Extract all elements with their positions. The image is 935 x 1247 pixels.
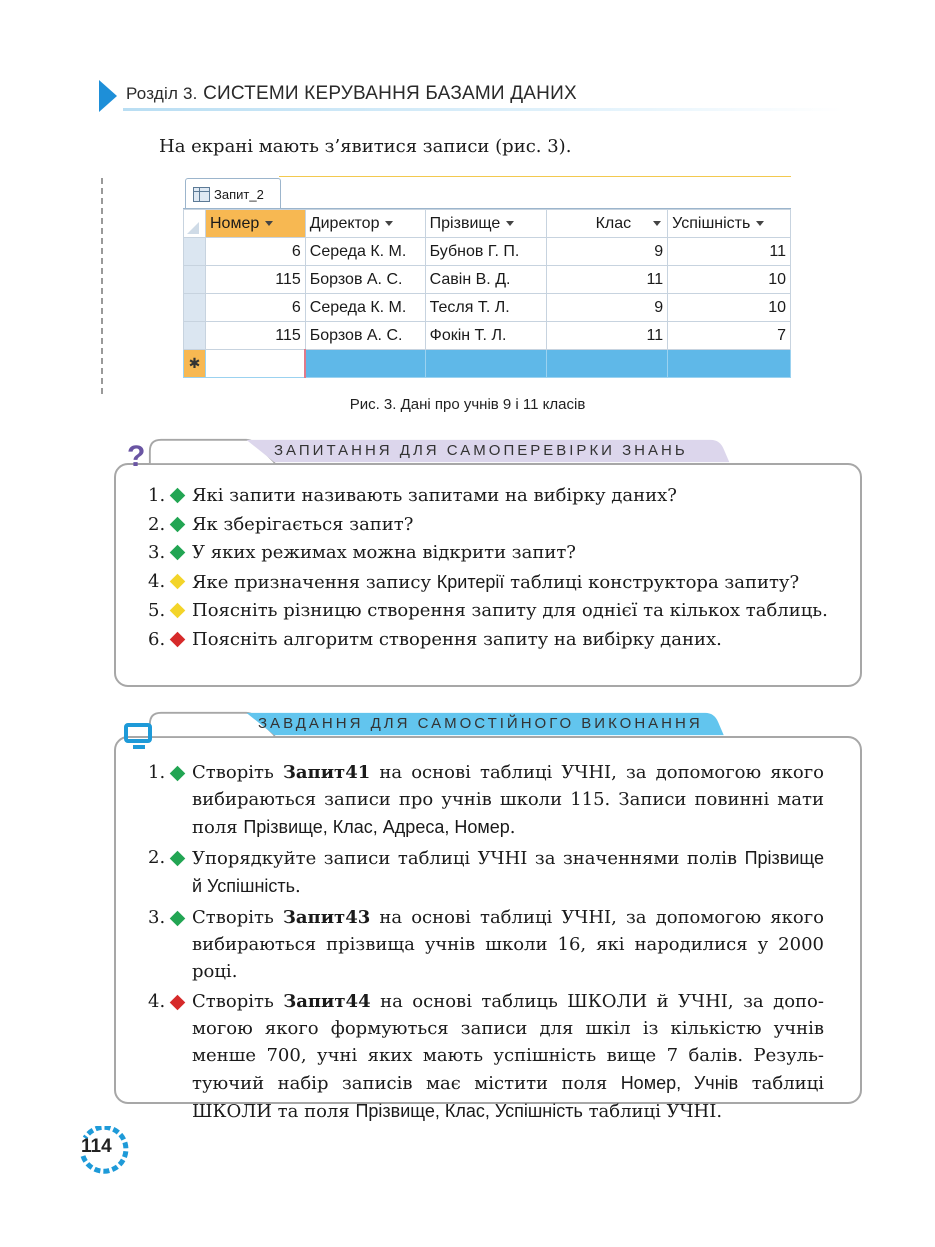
header-underline [123, 108, 843, 111]
green-diamond-icon [170, 911, 186, 927]
column-header-label: Директор [309, 214, 380, 232]
column-header-label: Клас [595, 214, 632, 232]
dropdown-arrow-icon[interactable] [385, 221, 393, 226]
question-mark-icon: ? [127, 440, 146, 473]
table-cell[interactable]: Савін В. Д. [425, 266, 547, 294]
column-header[interactable] [305, 210, 425, 238]
question-text: У яких режимах можна відкрити запит? [192, 542, 576, 564]
table-cell[interactable]: Тесля Т. Л. [425, 294, 547, 322]
task-item [148, 905, 824, 985]
question-text: Яке призначення запису [192, 571, 437, 593]
task-text: Створіть [192, 906, 283, 928]
chapter-title: СИСТЕМИ КЕРУВАННЯ БАЗАМИ ДАНИХ [203, 83, 577, 104]
table-row[interactable] [184, 294, 791, 322]
table-cell[interactable]: Фокін Т. Л. [425, 322, 547, 350]
table-row[interactable] [184, 322, 791, 350]
table-row[interactable] [184, 238, 791, 266]
dropdown-arrow-icon[interactable] [756, 221, 764, 226]
query-datasheet [183, 172, 791, 374]
questions-list [148, 482, 832, 655]
field-names: Номер, Учнів [620, 1072, 739, 1093]
table-cell[interactable]: Середа К. М. [305, 294, 425, 322]
row-selector[interactable] [184, 238, 206, 266]
chapter-header [126, 83, 577, 105]
item-number: 6. [148, 628, 166, 650]
column-header-label: Успішність [672, 214, 751, 232]
table-cell[interactable]: Борзов А. С. [305, 266, 425, 294]
task-text: на основі таблиць ШКОЛИ й УЧНІ, за допомогою якого формуються записи для шкіл із кількістю учнів менше 700, учні яких мають успішність вище 7 балів. Результуючий набір записів має містити поля [192, 991, 824, 1094]
task-text: на основі таблиці УЧНІ, за допомогою якого вибираються прізвища учнів школи 16, які народилися у 2000 році. [192, 906, 825, 982]
computer-monitor-icon [124, 723, 154, 751]
chapter-arrow-icon [99, 80, 117, 112]
item-number: 2. [148, 513, 166, 535]
column-header[interactable] [205, 210, 305, 238]
red-diamond-icon [170, 995, 186, 1011]
task-item [148, 845, 824, 901]
question-text: Поясніть алгоритм створення запиту на вибірку даних. [192, 628, 722, 650]
tasks-title: ЗАВДАННЯ ДЛЯ САМОСТІЙНОГО ВИКОНАННЯ [258, 715, 703, 732]
question-text: Як зберігається запит? [192, 513, 414, 535]
table-cell[interactable]: 11 [547, 322, 668, 350]
item-number: 3. [148, 906, 166, 928]
yellow-diamond-icon [170, 603, 186, 619]
column-header[interactable] [425, 210, 547, 238]
task-text: Створіть [192, 991, 284, 1013]
row-selector[interactable] [184, 322, 206, 350]
question-item [148, 597, 832, 626]
margin-dashed-line [101, 178, 103, 394]
table-cell[interactable]: Бубнов Г. П. [425, 238, 547, 266]
new-record-cell[interactable] [547, 350, 668, 378]
item-number: 5. [148, 600, 166, 622]
green-diamond-icon [170, 488, 186, 504]
new-record-cell[interactable] [305, 350, 425, 378]
header-row [184, 210, 791, 238]
table-cell[interactable]: 6 [205, 294, 305, 322]
green-diamond-icon [170, 851, 186, 867]
green-diamond-icon [170, 766, 186, 782]
question-item [148, 482, 832, 511]
item-number: 1. [148, 485, 166, 506]
questions-title: ЗАПИТАННЯ ДЛЯ САМОПЕРЕВІРКИ ЗНАНЬ [274, 442, 688, 459]
question-term: Критерії [436, 571, 505, 592]
dropdown-arrow-icon[interactable] [506, 221, 514, 226]
question-item [148, 568, 832, 598]
row-selector[interactable] [184, 294, 206, 322]
query-name: Запит43 [282, 906, 371, 928]
task-text: . [295, 876, 301, 898]
yellow-diamond-icon [170, 574, 186, 590]
chapter-prefix: Розділ 3. [126, 84, 198, 103]
task-text: . [509, 816, 516, 838]
dropdown-arrow-icon[interactable] [653, 221, 661, 226]
table-cell[interactable]: 115 [205, 322, 305, 350]
field-names: Прізвище, Клас, Адреса, Номер [243, 816, 510, 837]
table-cell[interactable]: Борзов А. С. [305, 322, 425, 350]
query-tab-label: Запит_2 [214, 187, 264, 202]
table-cell[interactable]: 11 [668, 238, 791, 266]
new-record-marker-icon: ✱ [184, 350, 206, 378]
question-item [148, 626, 832, 655]
item-number: 4. [148, 570, 166, 592]
column-header[interactable] [668, 210, 791, 238]
tab-strip-line [279, 176, 791, 177]
question-item [148, 539, 832, 568]
question-text: таблиці конструктора запиту? [504, 571, 800, 593]
new-record-row[interactable] [184, 350, 791, 378]
table-cell[interactable]: 10 [668, 294, 791, 322]
table-cell[interactable]: 9 [547, 294, 668, 322]
page-number: 114 [81, 1136, 112, 1157]
query-name: Запит44 [283, 991, 371, 1013]
column-header-label: Номер [209, 214, 260, 232]
item-number: 2. [148, 847, 166, 869]
column-header-label: Прізвище [429, 214, 501, 232]
green-diamond-icon [170, 545, 186, 561]
task-item [148, 989, 824, 1125]
table-icon [193, 187, 210, 202]
task-text: таблиці ШКОЛИ та поля [192, 1072, 824, 1122]
table-cell[interactable]: 9 [547, 238, 668, 266]
question-text: Які запити називають запитами на вибірку даних? [192, 485, 677, 506]
table-cell[interactable]: 10 [668, 266, 791, 294]
green-diamond-icon [170, 516, 186, 532]
task-text: на основі таблиці УЧНІ, за допомогою якого вибираються записи про учнів школи 115. Записи повинні мати поля [192, 762, 825, 838]
table-cell[interactable]: Середа К. М. [305, 238, 425, 266]
table-row[interactable] [184, 266, 791, 294]
table-cell[interactable]: 11 [547, 266, 668, 294]
task-text: Упорядкуйте записи таблиці УЧНІ за значеннями полів [192, 848, 745, 870]
row-selector[interactable] [184, 266, 206, 294]
task-item [148, 760, 824, 841]
item-number: 3. [148, 542, 166, 564]
task-text: Створіть [192, 762, 283, 783]
datasheet-grid [183, 209, 791, 378]
item-number: 1. [148, 762, 166, 783]
figure-caption: Рис. 3. Дані про учнів 9 і 11 класів [349, 396, 586, 413]
new-record-cell[interactable] [205, 350, 305, 378]
red-diamond-icon [170, 632, 186, 648]
field-names: Прізвище й Успішність [192, 848, 824, 897]
table-cell[interactable]: 7 [668, 322, 791, 350]
question-item [148, 511, 832, 540]
intro-text: На екрані мають з’явитися записи (рис. 3). [159, 136, 572, 157]
task-text: таблиці УЧНІ. [582, 1100, 723, 1122]
field-names: Прізвище, Клас, Успішність [355, 1100, 583, 1121]
item-number: 4. [148, 991, 166, 1013]
table-cell[interactable]: 115 [205, 266, 305, 294]
new-record-cell[interactable] [668, 350, 791, 378]
query-tab[interactable] [185, 178, 281, 209]
tasks-list [148, 760, 824, 1129]
column-header[interactable] [547, 210, 668, 238]
new-record-cell[interactable] [425, 350, 547, 378]
question-text: Поясніть різницю створення запиту для однієї та кількох таблиць. [192, 600, 828, 622]
query-name: Запит41 [282, 762, 371, 783]
table-cell[interactable]: 6 [205, 238, 305, 266]
dropdown-arrow-icon[interactable] [265, 221, 273, 226]
select-all-corner[interactable] [184, 210, 206, 238]
